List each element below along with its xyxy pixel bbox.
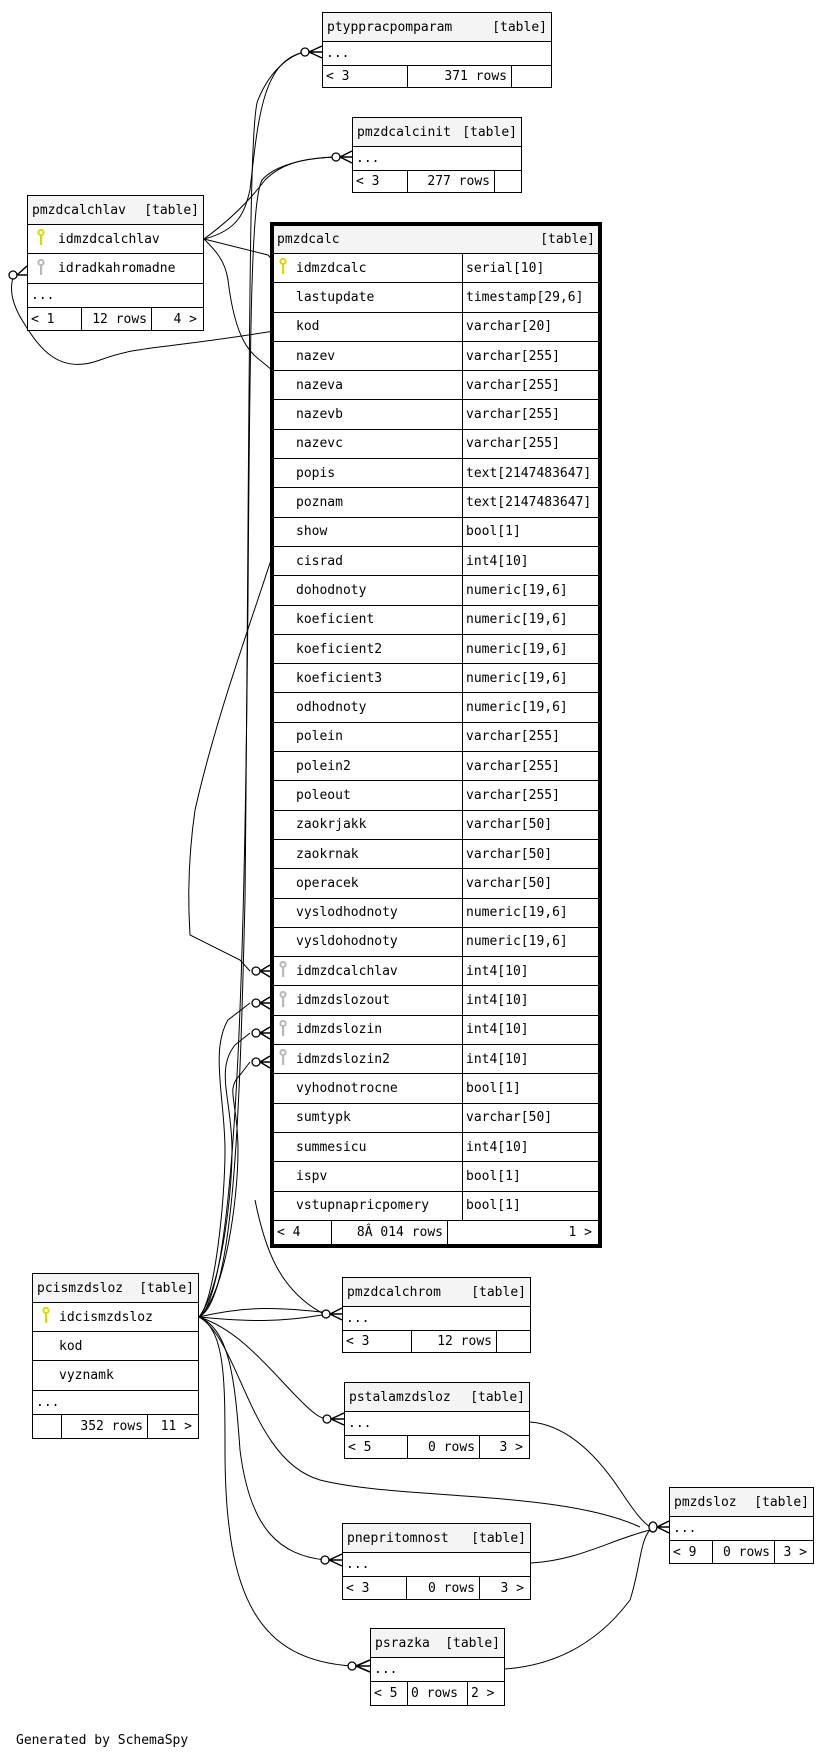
optional-marker (321, 1556, 329, 1564)
column-type: bool[1] (462, 1192, 598, 1220)
table-name[interactable]: psrazka (375, 1635, 430, 1651)
table-type-tag: [table] (445, 1635, 500, 1651)
parents-count[interactable]: < 3 (353, 171, 408, 192)
column-name: idmzdslozin (296, 1022, 383, 1038)
foreign-key-icon (276, 1049, 290, 1069)
primary-key-icon (39, 1307, 53, 1327)
relationship-line (199, 1062, 250, 1317)
parents-count[interactable]: < 5 (371, 1682, 408, 1705)
parents-count[interactable]: < 3 (323, 66, 408, 87)
column-name: vyhodnotrocne (296, 1080, 398, 1096)
table-header[interactable] (28, 196, 203, 225)
more-columns-ellipsis: ... (343, 1553, 530, 1577)
optional-marker (301, 48, 309, 56)
column-row (274, 928, 598, 957)
column-name: polein2 (296, 758, 351, 774)
children-count[interactable] (495, 171, 521, 192)
column-name: idmzdcalchlav (58, 231, 160, 247)
column-row (274, 576, 598, 605)
table-type-tag: [table] (754, 1494, 809, 1510)
column-type: bool[1] (462, 1074, 598, 1102)
column-row (274, 1133, 598, 1162)
table-header[interactable] (343, 1278, 530, 1307)
column-type: varchar[255] (462, 430, 598, 458)
column-row (274, 869, 598, 898)
children-count[interactable]: 11 > (160, 1419, 192, 1434)
more-columns-ellipsis: ... (670, 1517, 813, 1541)
more-columns-ellipsis: ... (28, 284, 203, 308)
table-name[interactable]: pmzdcalchlav (32, 202, 126, 218)
more-columns-ellipsis: ... (353, 147, 521, 171)
relationship-line (199, 1317, 327, 1419)
optional-marker (332, 153, 340, 161)
column-name: koeficient2 (296, 641, 383, 657)
table-header[interactable] (345, 1383, 529, 1412)
column-type: varchar[255] (462, 400, 598, 428)
column-name: summesicu (296, 1139, 367, 1155)
column-name: idcismzdsloz (59, 1309, 153, 1325)
optional-marker (252, 967, 260, 975)
column-row (274, 606, 598, 635)
table-header[interactable] (323, 13, 551, 42)
table-pstalamzdsloz[interactable] (344, 1382, 530, 1459)
parents-count[interactable]: < 4 (274, 1221, 332, 1245)
column-type: numeric[19,6] (462, 899, 598, 927)
generated-by-note: Generated by SchemaSpy (16, 1733, 189, 1748)
column-type: timestamp[29,6] (462, 283, 598, 311)
column-type: varchar[50] (462, 811, 598, 839)
column-name: polein (296, 729, 343, 745)
column-name: idmzdcalc (296, 260, 367, 276)
column-name: koeficient3 (296, 670, 383, 686)
table-footer (353, 171, 521, 192)
crows-foot-marker (260, 1027, 270, 1039)
table-footer (345, 1436, 529, 1458)
column-row (274, 1016, 598, 1045)
table-footer (343, 1331, 530, 1352)
crows-foot-marker (330, 1308, 342, 1320)
column-row (274, 723, 598, 752)
parents-count[interactable]: < 1 (28, 308, 82, 330)
column-name: vyznamk (59, 1368, 114, 1383)
column-name: vysldohodnoty (296, 934, 398, 950)
crows-foot-marker (260, 1056, 270, 1068)
optional-marker (649, 1522, 657, 1532)
column-name: nazevc (296, 436, 343, 452)
column-name: lastupdate (296, 289, 375, 305)
column-name: operacek (296, 875, 359, 891)
relationship-line (199, 1317, 325, 1560)
table-footer (28, 308, 203, 330)
optional-marker (323, 1415, 331, 1423)
row-count: 277 rows (408, 171, 495, 192)
column-type: int4[10] (462, 1133, 598, 1161)
table-type-tag: [table] (540, 232, 595, 247)
relationship-line (199, 1317, 352, 1666)
parents-count[interactable] (33, 1415, 62, 1438)
parents-count[interactable]: < 3 (343, 1577, 407, 1599)
column-row (274, 840, 598, 869)
children-count[interactable]: 3 > (500, 1580, 524, 1596)
table-footer (343, 1577, 530, 1599)
column-row (274, 459, 598, 488)
column-name: nazevb (296, 407, 343, 423)
column-type: int4[10] (462, 1045, 598, 1073)
column-row (274, 313, 598, 342)
children-count[interactable] (512, 66, 551, 87)
column-name: koeficient (296, 612, 375, 628)
table-pnepritomnost[interactable] (342, 1523, 531, 1600)
column-row (274, 371, 598, 400)
table-header[interactable] (33, 1274, 198, 1303)
primary-key-icon (34, 229, 48, 249)
table-ptyppracpomparam[interactable] (322, 12, 552, 88)
column-row (274, 1104, 598, 1133)
column-row (274, 693, 598, 722)
column-name: popis (296, 465, 336, 481)
table-name[interactable]: pmzdcalchrom (347, 1284, 441, 1300)
row-count: 352 rows (62, 1415, 148, 1438)
table-type-tag: [table] (462, 124, 517, 140)
foreign-key-icon (276, 961, 290, 981)
column-name: cisrad (296, 553, 343, 569)
table-pmzdcalchrom[interactable] (342, 1277, 531, 1353)
crows-foot-marker (260, 997, 270, 1009)
relationship-line (199, 1003, 250, 1317)
column-name: idmzdslozout (296, 993, 390, 1009)
column-name: dohodnoty (296, 582, 367, 598)
more-columns-ellipsis: ... (371, 1658, 504, 1682)
column-name: idmzdslozin2 (296, 1051, 390, 1067)
table-footer (33, 1415, 198, 1438)
column-row (274, 1045, 598, 1074)
column-type: numeric[19,6] (462, 635, 598, 663)
crows-foot-marker (260, 965, 270, 977)
column-row (33, 1303, 198, 1332)
relationship-line (531, 1530, 650, 1563)
table-type-tag: [table] (470, 1389, 525, 1405)
column-name: idmzdcalchlav (296, 963, 398, 979)
table-name[interactable]: pmzdcalc (277, 232, 340, 247)
column-name: show (296, 524, 328, 540)
crows-foot-marker (329, 1554, 342, 1566)
column-row (274, 488, 598, 517)
table-header[interactable] (371, 1629, 504, 1658)
relationship-line (204, 52, 305, 239)
table-psrazka[interactable] (370, 1628, 505, 1706)
column-type: int4[10] (462, 957, 598, 985)
table-type-tag: [table] (471, 1284, 526, 1300)
relationship-line (199, 1315, 322, 1321)
column-row (274, 283, 598, 312)
column-row (28, 254, 203, 284)
table-pmzdcalchlav[interactable] (27, 195, 204, 331)
column-type: int4[10] (462, 1016, 598, 1044)
foreign-key-icon (34, 259, 48, 279)
table-pcismzdsloz[interactable] (32, 1273, 199, 1439)
children-count[interactable]: 2 > (471, 1686, 495, 1701)
parents-count[interactable]: < 9 (670, 1541, 713, 1563)
column-type: varchar[50] (462, 869, 598, 897)
table-name[interactable]: pnepritomnost (347, 1530, 449, 1546)
column-row (274, 752, 598, 781)
crows-foot-marker (17, 266, 27, 275)
column-row (274, 430, 598, 459)
crows-foot-marker (340, 151, 352, 163)
table-footer (274, 1221, 598, 1245)
table-pmzdsloz[interactable] (669, 1487, 814, 1564)
table-footer (371, 1682, 504, 1705)
column-name: ispv (296, 1168, 328, 1184)
column-name: sumtypk (296, 1110, 351, 1126)
column-name: vyslodhodnoty (296, 905, 398, 921)
column-row (274, 254, 598, 283)
parents-count[interactable]: < 5 (345, 1436, 408, 1458)
row-count: 0 rows (407, 1577, 480, 1599)
foreign-key-icon (276, 1020, 290, 1040)
foreign-key-icon (276, 991, 290, 1011)
column-type: int4[10] (462, 547, 598, 575)
table-name[interactable]: ptyppracpomparam (327, 19, 453, 35)
column-row (28, 225, 203, 254)
column-type: varchar[255] (462, 723, 598, 751)
more-columns-ellipsis: ... (343, 1307, 530, 1331)
column-name: kod (296, 319, 320, 335)
table-name[interactable]: pstalamzdsloz (349, 1389, 451, 1405)
table-header[interactable] (274, 226, 598, 254)
column-row (274, 1162, 598, 1191)
optional-marker (348, 1662, 356, 1670)
column-name: zaokrjakk (296, 817, 367, 833)
optional-marker (252, 1029, 260, 1037)
more-columns-ellipsis: ... (345, 1412, 529, 1436)
row-count: 8Â 014 rows (332, 1221, 448, 1245)
children-count[interactable]: 3 > (783, 1544, 807, 1560)
column-type: varchar[255] (462, 752, 598, 780)
column-name: poznam (296, 495, 343, 511)
column-type: numeric[19,6] (462, 606, 598, 634)
column-row (274, 1074, 598, 1103)
crows-foot-marker (356, 1660, 370, 1672)
table-footer (323, 66, 551, 87)
table-name[interactable]: pmzdcalcinit (357, 124, 451, 140)
children-count[interactable]: 3 > (499, 1439, 523, 1455)
relationship-line (199, 1308, 322, 1317)
column-name: vstupnapricpomery (296, 1198, 430, 1214)
column-name: kod (59, 1338, 83, 1354)
table-type-tag: [table] (492, 19, 547, 35)
table-type-tag: [table] (139, 1280, 194, 1296)
column-row (274, 957, 598, 986)
table-pmzdcalcinit[interactable] (352, 117, 522, 193)
column-type: text[2147483647] (462, 488, 598, 516)
children-count[interactable]: 1 > (568, 1225, 592, 1241)
column-type: text[2147483647] (462, 459, 598, 487)
column-type: numeric[19,6] (462, 664, 598, 692)
column-row (274, 781, 598, 810)
column-type: numeric[19,6] (462, 928, 598, 956)
children-count[interactable] (497, 1331, 530, 1352)
column-name: idradkahromadne (58, 261, 176, 276)
row-count: 371 rows (408, 66, 512, 87)
more-columns-ellipsis: ... (323, 42, 551, 66)
table-pmzdcalc[interactable] (270, 222, 602, 1248)
column-list (274, 254, 598, 1221)
column-type: numeric[19,6] (462, 576, 598, 604)
row-count: 0 rows (408, 1682, 468, 1705)
table-name[interactable]: pcismzdsloz (37, 1280, 124, 1296)
column-row (274, 811, 598, 840)
table-header[interactable] (343, 1524, 530, 1553)
crows-foot-marker (309, 46, 322, 58)
column-type: varchar[50] (462, 1104, 598, 1132)
column-type: varchar[20] (462, 313, 598, 341)
column-type: varchar[50] (462, 840, 598, 868)
column-row (274, 899, 598, 928)
more-columns-ellipsis: ... (33, 1391, 198, 1415)
optional-marker (252, 999, 260, 1007)
crows-foot-marker (331, 1413, 344, 1425)
column-row (274, 664, 598, 693)
children-count[interactable]: 4 > (173, 311, 197, 327)
column-type: bool[1] (462, 518, 598, 546)
column-row (274, 986, 598, 1015)
column-row (33, 1361, 198, 1391)
column-type: int4[10] (462, 986, 598, 1014)
table-footer (670, 1541, 813, 1563)
column-row (274, 342, 598, 371)
primary-key-icon (276, 258, 290, 278)
row-count: 12 rows (82, 308, 152, 330)
table-header[interactable] (353, 118, 521, 147)
table-header[interactable] (670, 1488, 813, 1517)
column-name: poleout (296, 787, 351, 803)
column-row (274, 547, 598, 576)
optional-marker (252, 1058, 260, 1066)
crows-foot-marker (657, 1521, 669, 1533)
table-type-tag: [table] (471, 1530, 526, 1546)
column-type: varchar[255] (462, 342, 598, 370)
optional-marker (9, 271, 17, 279)
column-type: varchar[255] (462, 781, 598, 809)
row-count: 0 rows (408, 1436, 480, 1458)
column-row (274, 635, 598, 664)
optional-marker (322, 1310, 330, 1318)
column-name: nazeva (296, 377, 343, 393)
column-row (274, 400, 598, 429)
parents-count[interactable]: < 3 (343, 1331, 412, 1352)
column-type: varchar[255] (462, 371, 598, 399)
table-name[interactable]: pmzdsloz (674, 1494, 737, 1510)
row-count: 12 rows (412, 1331, 497, 1352)
column-row (274, 1192, 598, 1221)
column-row (274, 518, 598, 547)
column-type: bool[1] (462, 1162, 598, 1190)
column-name: zaokrnak (296, 846, 359, 862)
column-name: nazev (296, 348, 336, 364)
column-row (33, 1332, 198, 1361)
table-type-tag: [table] (144, 202, 199, 218)
column-type: serial[10] (462, 254, 598, 282)
column-name: odhodnoty (296, 700, 367, 716)
row-count: 0 rows (713, 1541, 775, 1563)
column-type: numeric[19,6] (462, 693, 598, 721)
